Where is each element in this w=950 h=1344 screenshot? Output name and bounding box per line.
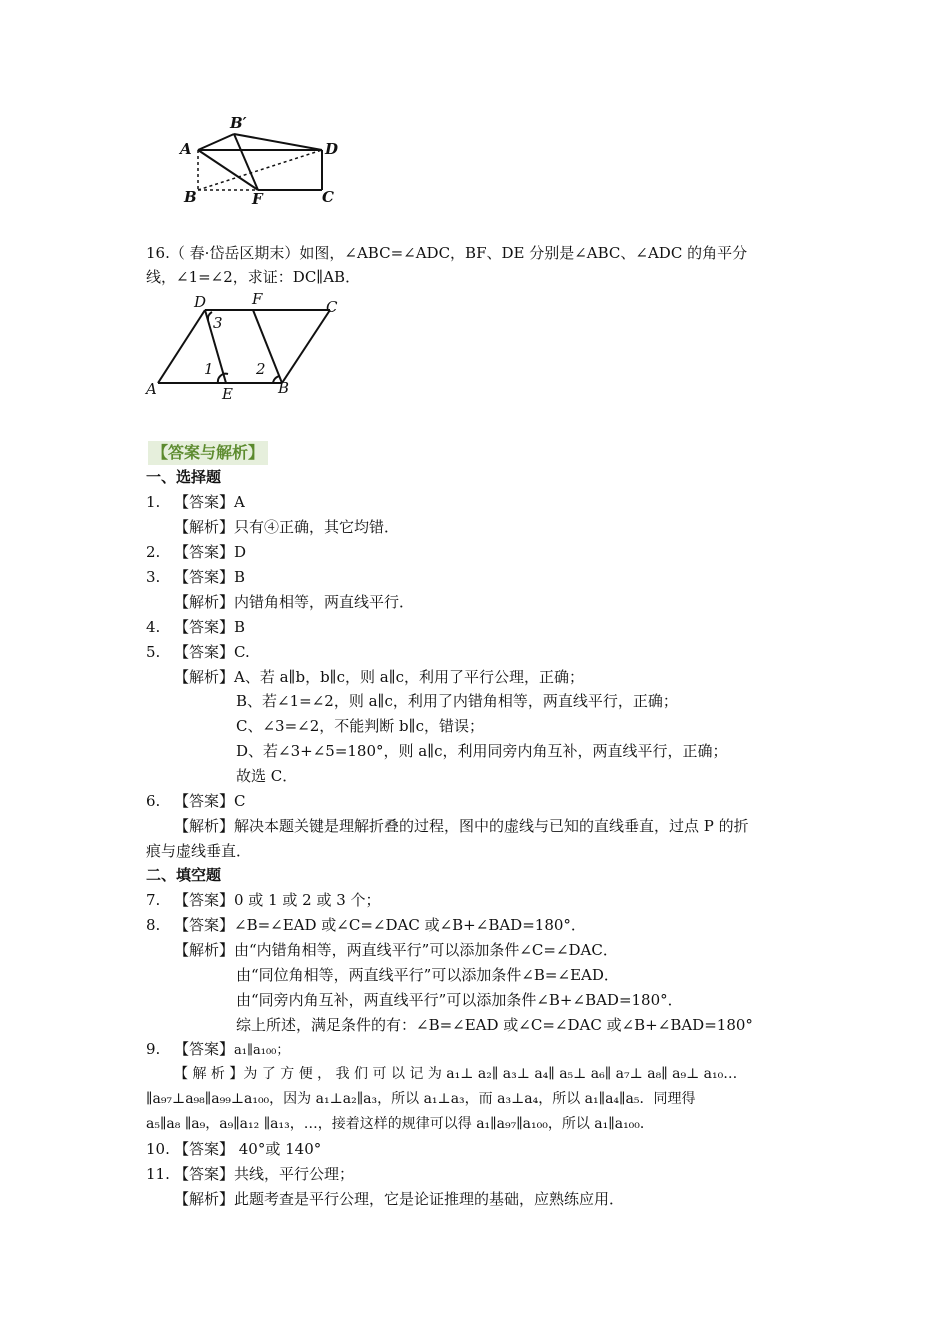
- item-3-analysis: 【解析】内错角相等，两直线平行．: [174, 593, 415, 611]
- answers-heading: 【答案与解析】: [148, 441, 268, 465]
- section-fill-title: 二、填空题: [146, 866, 222, 884]
- item-8-analysis-2: 由“同位角相等，两直线平行”可以添加条件∠B=∠EAD．: [236, 966, 619, 984]
- label-2: 2: [256, 360, 266, 378]
- item-8-analysis-1: 【解析】由“内错角相等，两直线平行”可以添加条件∠C=∠DAC．: [174, 941, 618, 959]
- item-8-analysis-4: 综上所述，满足条件的有：∠B=∠EAD 或∠C=∠DAC 或∠B+∠BAD=180°: [236, 1016, 753, 1034]
- label-1: 1: [204, 360, 214, 378]
- label-c: C: [322, 188, 334, 206]
- item-5-analysis-d: D、若∠3+∠5=180°，则 a∥c，利用同旁内角互补，两直线平行，正确；: [236, 742, 728, 760]
- label-a: A: [146, 380, 157, 398]
- item-1-answer: 1. 【答案】A: [146, 493, 245, 511]
- label-a: A: [180, 140, 192, 158]
- item-8-answer: 8. 【答案】∠B=∠EAD 或∠C=∠DAC 或∠B+∠BAD=180°．: [146, 916, 586, 934]
- item-7-answer: 7. 【答案】0 或 1 或 2 或 3 个；: [146, 891, 381, 909]
- item-9-analysis-line2: ∥a₉₇⊥a₉₈∥a₉₉⊥a₁₀₀，因为 a₁⊥a₂∥a₃，所以 a₁⊥a₃，而 a₃⊥a₄，所以 a₁∥a₄∥a₅．同理得: [146, 1091, 696, 1107]
- label-e: E: [222, 385, 233, 403]
- label-b: B: [278, 379, 290, 397]
- label-b-prime: B′: [230, 114, 247, 132]
- question-16-line1: 16.（ 春·岱岳区期末）如图，∠ABC=∠ADC，BF、DE 分别是∠ABC、∠ADC 的角平分: [146, 244, 748, 262]
- item-10-answer: 10. 【答案】 40°或 140°: [146, 1140, 322, 1158]
- item-6-analysis-line2: 痕与虚线垂直．: [146, 842, 252, 860]
- item-6-answer: 6. 【答案】C: [146, 792, 246, 810]
- item-11-answer: 11. 【答案】共线，平行公理；: [146, 1165, 355, 1183]
- label-d: D: [325, 140, 339, 158]
- label-b: B: [184, 188, 197, 206]
- item-9-answer: 9. 【答案】a₁∥a₁₀₀；: [146, 1040, 290, 1058]
- item-2-answer: 2. 【答案】D: [146, 543, 247, 561]
- label-d: D: [194, 293, 207, 311]
- item-5-analysis-b: B、若∠1=∠2，则 a∥c，利用了内错角相等，两直线平行，正确；: [236, 692, 678, 710]
- item-6-analysis-line1: 【解析】解决本题关键是理解折叠的过程，图中的虚线与已知的直线垂直，过点 P 的折: [174, 817, 749, 835]
- figure-parallelogram: [140, 290, 360, 405]
- item-5-analysis-a: 【解析】A、若 a∥b，b∥c，则 a∥c，利用了平行公理，正确；: [174, 668, 585, 686]
- label-3: 3: [213, 314, 223, 332]
- item-5-analysis-conclusion: 故选 C．: [236, 767, 298, 785]
- item-8-analysis-3: 由“同旁内角互补，两直线平行”可以添加条件∠B+∠BAD=180°．: [236, 991, 683, 1009]
- item-5-analysis-c: C、∠3=∠2，不能判断 b∥c，错误；: [236, 717, 484, 735]
- item-4-answer: 4. 【答案】B: [146, 618, 246, 636]
- label-c: C: [326, 298, 338, 316]
- item-1-analysis: 【解析】只有④正确，其它均错．: [174, 518, 400, 536]
- item-5-answer: 5. 【答案】C.: [146, 643, 250, 661]
- label-f: F: [252, 290, 263, 308]
- item-9-analysis-line1: 【 解 析 】为 了 方 便 ， 我 们 可 以 记 为 a₁⊥ a₂∥ a₃⊥ a₄∥ a₅⊥ a₆∥ a₇⊥ a₈∥ a₉⊥ a₁₀…: [174, 1066, 738, 1082]
- label-f: F: [252, 190, 263, 208]
- item-11-analysis: 【解析】此题考查是平行公理，它是论证推理的基础，应熟练应用．: [174, 1190, 625, 1208]
- item-9-analysis-line3: a₅∥a₈ ∥a₉，a₉∥a₁₂ ∥a₁₃，…，接着这样的规律可以得 a₁∥a₉₇∥a₁₀₀，所以 a₁∥a₁₀₀．: [146, 1116, 654, 1132]
- section-choice-title: 一、选择题: [146, 468, 222, 486]
- item-3-answer: 3. 【答案】B: [146, 568, 246, 586]
- figure-fold-rectangle: [170, 108, 350, 208]
- question-16-line2: 线，∠1=∠2，求证：DC∥AB．: [146, 268, 361, 286]
